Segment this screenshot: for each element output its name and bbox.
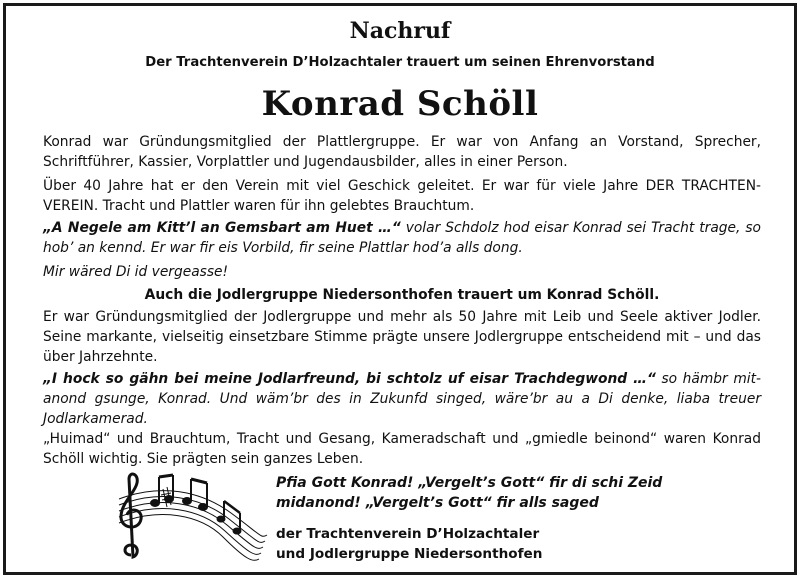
signoff-line-2: und Jodlergruppe Niedersonthofen — [276, 546, 543, 562]
closing-line-2: midanond! „Vergelt’s Gott“ fir alls saged — [276, 495, 599, 511]
paragraph-leadership: Über 40 Jahre hat er den Verein mit viel Geschick geleitet. Er war für viele Jahre DER TRACHTEN-VEREIN. Tracht und Plattler waren für ihn gelebtes Brauchtum. — [43, 178, 761, 214]
paragraph-jodler-heading: Auch die Jodlergruppe Niedersonthofen trauert um Konrad Schöll. — [144, 287, 660, 303]
treble-clef-music-notes-icon — [111, 469, 271, 565]
quote-tracht-rest: volar Schdolz hod eisar Konrad sei Tracht trage, so hob’ an kennd. Er war fir eis Vorbild, fir seine Plattlar hod’a alls dong. — [43, 220, 761, 256]
paragraph-quote-jodel — [43, 369, 761, 429]
quote-tracht: „A Negele am Kitt’l an Gemsbart am Huet …“ — [43, 220, 401, 236]
paragraph-remembrance: Mir wäred Di id vergeasse! — [43, 264, 229, 280]
paragraph-founding: Konrad war Gründungsmitglied der Plattlergruppe. Er war von Anfang an Vorstand, Sprecher, Schriftführer, Kassier, Vorplattler und Jugendausbilder, alles in einer Person. — [43, 134, 761, 170]
closing-farewell — [276, 473, 662, 513]
obituary-page — [6, 6, 794, 572]
obituary-frame — [3, 3, 797, 575]
obituary-subtitle: Der Trachtenverein D’Holzachtaler trauert um seinen Ehrenvorstand — [145, 55, 655, 70]
deceased-name: Konrad Schöll — [261, 84, 539, 124]
quote-jodel: „I hock so gähn bei meine Jodlarfreund, bi schtolz uf eisar Trachdegwond …“ — [43, 371, 656, 387]
paragraph-jodler: Er war Gründungsmitglied der Jodlergruppe und mehr als 50 Jahre mit Leib und Seele aktiver Jodler. Seine markante, vielseitig einsetzbare Stimme prägte unsere Jodlergruppe entscheidend mit – und das über Jahrzehnte. — [43, 309, 761, 365]
signoff-line-1: der Trachtenverein D’Holzachtaler — [276, 526, 540, 542]
closing-line-1: Pfia Gott Konrad! „Vergelt’s Gott“ fir di schi Zeid — [276, 475, 663, 491]
obituary-title: Nachruf — [349, 18, 451, 44]
quote-jodel-rest: so hämbr mit-anond gsunge, Konrad. Und wäm’br des in Zukunfd singed, wäre’br au a Di denke, liaba treuer Jodlarkamerad. — [43, 371, 761, 427]
paragraph-quote-tracht — [43, 218, 761, 258]
paragraph-values: „Huimad“ und Brauchtum, Tracht und Gesang, Kameradschaft und „gmiedle beinond“ waren Konrad Schöll wichtig. Sie prägten sein ganzes Leben. — [43, 431, 761, 467]
signoff — [276, 524, 542, 564]
